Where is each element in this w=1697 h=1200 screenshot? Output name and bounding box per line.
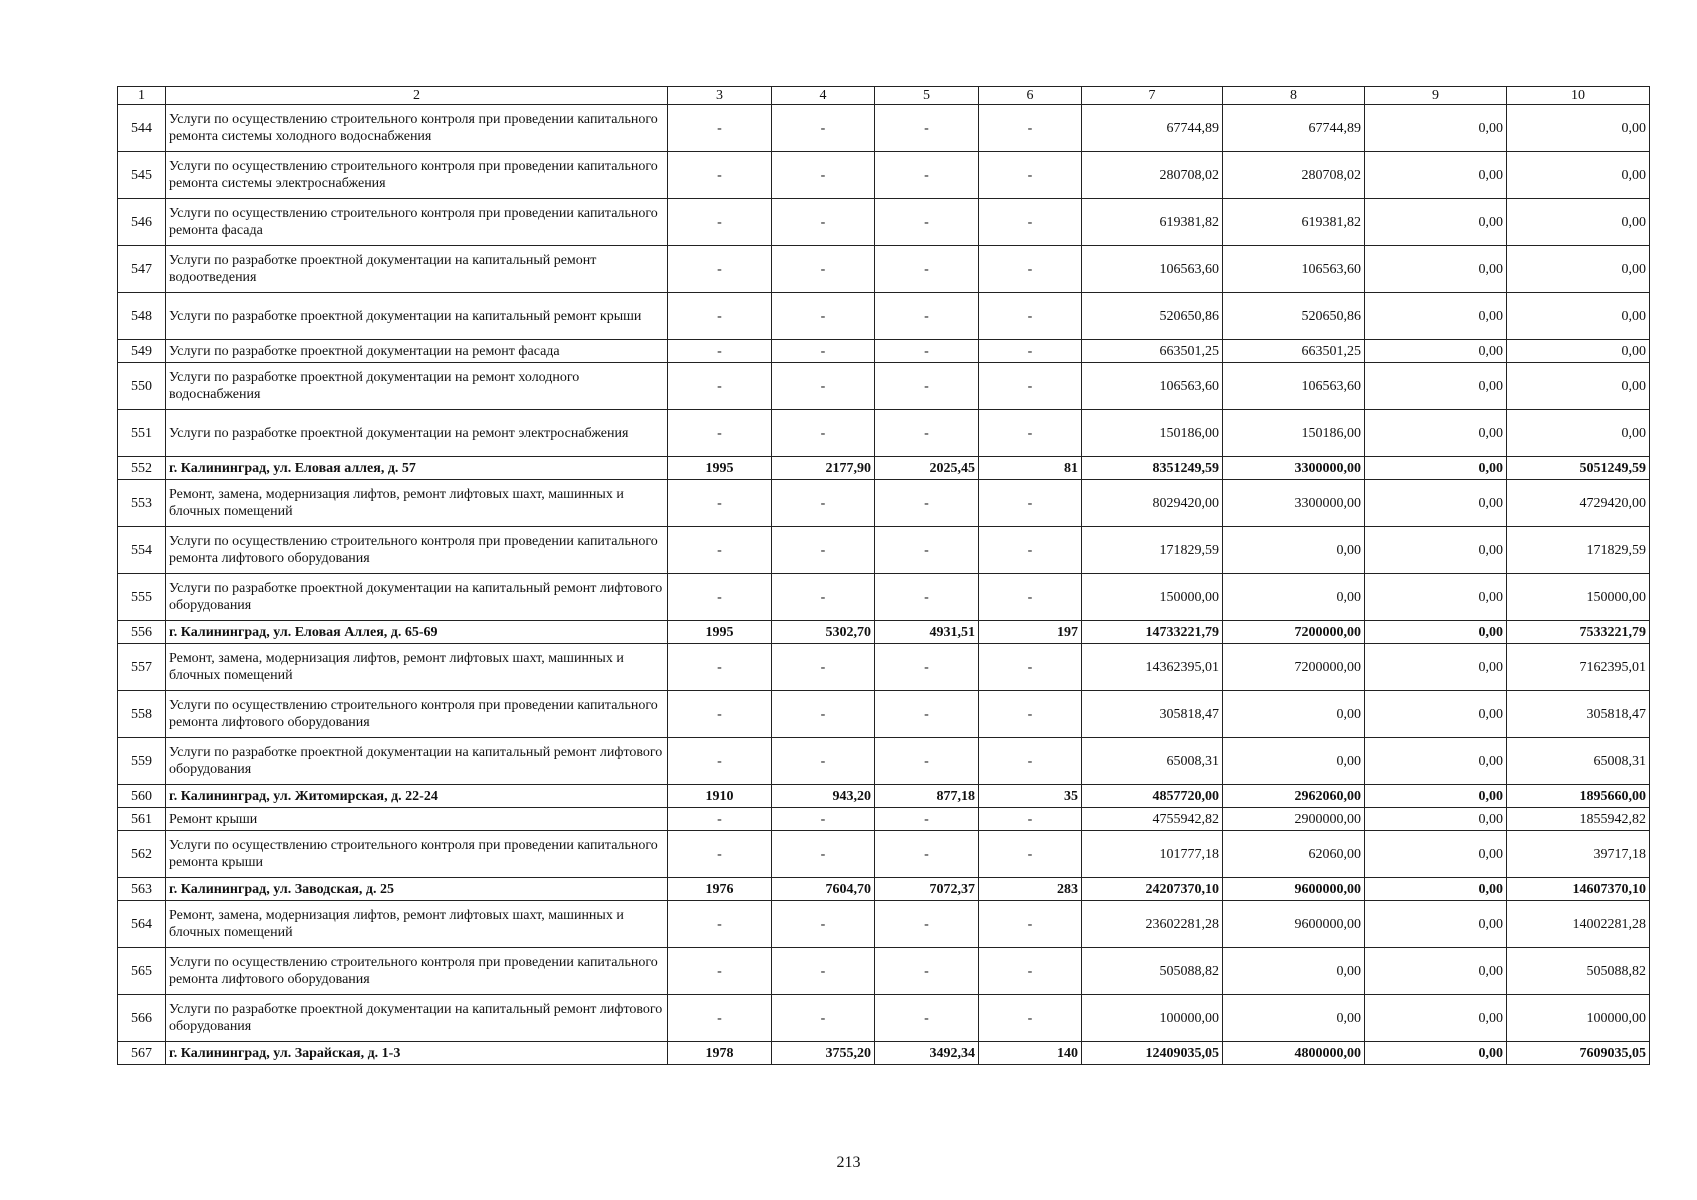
table-row bbox=[118, 808, 1650, 831]
cell-c8: 520650,86 bbox=[1223, 293, 1365, 340]
cell-c7: 8351249,59 bbox=[1082, 457, 1223, 480]
cell-c10: 14607370,10 bbox=[1507, 878, 1650, 901]
cell-c10: 5051249,59 bbox=[1507, 457, 1650, 480]
cell-c5: 2025,45 bbox=[875, 457, 979, 480]
service-name: Услуги по разработке проектной документации на капитальный ремонт крыши bbox=[166, 293, 668, 340]
cell-c3: - bbox=[668, 948, 772, 995]
address-row bbox=[118, 1042, 1650, 1065]
cell-c10: 150000,00 bbox=[1507, 574, 1650, 621]
row-number: 545 bbox=[118, 152, 166, 199]
cell-c5: - bbox=[875, 644, 979, 691]
cell-c10: 7162395,01 bbox=[1507, 644, 1650, 691]
cell-c5: - bbox=[875, 199, 979, 246]
cell-c6: 197 bbox=[979, 621, 1082, 644]
cell-c9: 0,00 bbox=[1365, 480, 1507, 527]
cell-c3: - bbox=[668, 199, 772, 246]
cell-c9: 0,00 bbox=[1365, 527, 1507, 574]
cell-c5: - bbox=[875, 808, 979, 831]
cell-c5: - bbox=[875, 152, 979, 199]
address-name: г. Калининград, ул. Еловая Аллея, д. 65-69 bbox=[166, 621, 668, 644]
table-row bbox=[118, 738, 1650, 785]
cell-c10: 14002281,28 bbox=[1507, 901, 1650, 948]
service-name: Услуги по разработке проектной документации на капитальный ремонт водоотведения bbox=[166, 246, 668, 293]
cell-c5: - bbox=[875, 246, 979, 293]
cell-c8: 0,00 bbox=[1223, 574, 1365, 621]
cell-c6: - bbox=[979, 644, 1082, 691]
cell-c10: 0,00 bbox=[1507, 293, 1650, 340]
cell-c10: 0,00 bbox=[1507, 410, 1650, 457]
cell-c10: 0,00 bbox=[1507, 199, 1650, 246]
cell-c9: 0,00 bbox=[1365, 457, 1507, 480]
table-row bbox=[118, 831, 1650, 878]
cell-c9: 0,00 bbox=[1365, 738, 1507, 785]
service-name: Ремонт, замена, модернизация лифтов, ремонт лифтовых шахт, машинных и блочных помещений bbox=[166, 901, 668, 948]
cell-c4: - bbox=[772, 340, 875, 363]
cell-c10: 171829,59 bbox=[1507, 527, 1650, 574]
cell-c4: - bbox=[772, 527, 875, 574]
cell-c10: 1895660,00 bbox=[1507, 785, 1650, 808]
service-name: Услуги по осуществлению строительного контроля при проведении капитального ремонта системы холодного водоснабжения bbox=[166, 105, 668, 152]
cell-c8: 7200000,00 bbox=[1223, 644, 1365, 691]
cell-c3: 1976 bbox=[668, 878, 772, 901]
cell-c3: - bbox=[668, 574, 772, 621]
cell-c3: 1995 bbox=[668, 621, 772, 644]
cell-c5: - bbox=[875, 901, 979, 948]
cell-c3: - bbox=[668, 831, 772, 878]
cell-c9: 0,00 bbox=[1365, 644, 1507, 691]
address-row bbox=[118, 785, 1650, 808]
table-row bbox=[118, 199, 1650, 246]
cell-c3: - bbox=[668, 246, 772, 293]
column-header: 5 bbox=[875, 87, 979, 105]
cell-c4: 943,20 bbox=[772, 785, 875, 808]
address-row bbox=[118, 457, 1650, 480]
cell-c5: 7072,37 bbox=[875, 878, 979, 901]
cell-c5: - bbox=[875, 691, 979, 738]
row-number: 551 bbox=[118, 410, 166, 457]
address-row bbox=[118, 621, 1650, 644]
cell-c4: - bbox=[772, 105, 875, 152]
row-number: 560 bbox=[118, 785, 166, 808]
row-number: 567 bbox=[118, 1042, 166, 1065]
cell-c5: - bbox=[875, 738, 979, 785]
cell-c3: 1978 bbox=[668, 1042, 772, 1065]
table-row bbox=[118, 363, 1650, 410]
table-row bbox=[118, 995, 1650, 1042]
table-row bbox=[118, 644, 1650, 691]
cell-c7: 150000,00 bbox=[1082, 574, 1223, 621]
cell-c10: 1855942,82 bbox=[1507, 808, 1650, 831]
cell-c9: 0,00 bbox=[1365, 621, 1507, 644]
address-row bbox=[118, 878, 1650, 901]
cell-c6: - bbox=[979, 831, 1082, 878]
cell-c7: 106563,60 bbox=[1082, 246, 1223, 293]
cell-c3: - bbox=[668, 644, 772, 691]
column-header: 9 bbox=[1365, 87, 1507, 105]
row-number: 544 bbox=[118, 105, 166, 152]
service-name: Ремонт крыши bbox=[166, 808, 668, 831]
service-name: Услуги по разработке проектной документации на капитальный ремонт лифтового оборудования bbox=[166, 738, 668, 785]
cell-c4: - bbox=[772, 691, 875, 738]
row-number: 564 bbox=[118, 901, 166, 948]
cell-c7: 663501,25 bbox=[1082, 340, 1223, 363]
cell-c10: 4729420,00 bbox=[1507, 480, 1650, 527]
cell-c10: 0,00 bbox=[1507, 340, 1650, 363]
row-number: 552 bbox=[118, 457, 166, 480]
table-row bbox=[118, 293, 1650, 340]
cell-c6: - bbox=[979, 293, 1082, 340]
cell-c4: - bbox=[772, 363, 875, 410]
cell-c7: 150186,00 bbox=[1082, 410, 1223, 457]
row-number: 559 bbox=[118, 738, 166, 785]
cell-c4: - bbox=[772, 948, 875, 995]
cell-c7: 100000,00 bbox=[1082, 995, 1223, 1042]
service-name: Ремонт, замена, модернизация лифтов, ремонт лифтовых шахт, машинных и блочных помещений bbox=[166, 480, 668, 527]
table-row bbox=[118, 246, 1650, 293]
cell-c6: - bbox=[979, 901, 1082, 948]
cell-c10: 7533221,79 bbox=[1507, 621, 1650, 644]
service-name: Услуги по осуществлению строительного контроля при проведении капитального ремонта лифтового оборудования bbox=[166, 691, 668, 738]
cell-c3: - bbox=[668, 410, 772, 457]
cell-c8: 3300000,00 bbox=[1223, 480, 1365, 527]
service-name: Услуги по осуществлению строительного контроля при проведении капитального ремонта лифтового оборудования bbox=[166, 948, 668, 995]
cell-c9: 0,00 bbox=[1365, 1042, 1507, 1065]
cell-c5: - bbox=[875, 105, 979, 152]
cell-c6: - bbox=[979, 527, 1082, 574]
cell-c4: - bbox=[772, 246, 875, 293]
cell-c7: 4755942,82 bbox=[1082, 808, 1223, 831]
cell-c4: - bbox=[772, 644, 875, 691]
row-number: 546 bbox=[118, 199, 166, 246]
cell-c5: 3492,34 bbox=[875, 1042, 979, 1065]
cell-c8: 7200000,00 bbox=[1223, 621, 1365, 644]
row-number: 549 bbox=[118, 340, 166, 363]
table-row bbox=[118, 574, 1650, 621]
cell-c5: - bbox=[875, 480, 979, 527]
cell-c9: 0,00 bbox=[1365, 363, 1507, 410]
cell-c6: - bbox=[979, 105, 1082, 152]
row-number: 566 bbox=[118, 995, 166, 1042]
column-header: 10 bbox=[1507, 87, 1650, 105]
cell-c7: 23602281,28 bbox=[1082, 901, 1223, 948]
cell-c6: - bbox=[979, 410, 1082, 457]
cell-c7: 8029420,00 bbox=[1082, 480, 1223, 527]
cell-c8: 106563,60 bbox=[1223, 363, 1365, 410]
cell-c3: - bbox=[668, 340, 772, 363]
cell-c9: 0,00 bbox=[1365, 574, 1507, 621]
cell-c10: 505088,82 bbox=[1507, 948, 1650, 995]
cell-c5: - bbox=[875, 340, 979, 363]
cell-c4: - bbox=[772, 410, 875, 457]
row-number: 555 bbox=[118, 574, 166, 621]
cell-c6: - bbox=[979, 948, 1082, 995]
cell-c9: 0,00 bbox=[1365, 901, 1507, 948]
cell-c3: - bbox=[668, 293, 772, 340]
cell-c3: - bbox=[668, 527, 772, 574]
cell-c6: - bbox=[979, 691, 1082, 738]
cell-c9: 0,00 bbox=[1365, 246, 1507, 293]
service-name: Услуги по осуществлению строительного контроля при проведении капитального ремонта системы электроснабжения bbox=[166, 152, 668, 199]
cell-c4: - bbox=[772, 574, 875, 621]
cell-c4: - bbox=[772, 901, 875, 948]
cell-c10: 100000,00 bbox=[1507, 995, 1650, 1042]
table-row bbox=[118, 152, 1650, 199]
cell-c8: 280708,02 bbox=[1223, 152, 1365, 199]
address-name: г. Калининград, ул. Заводская, д. 25 bbox=[166, 878, 668, 901]
table-row bbox=[118, 410, 1650, 457]
service-name: Услуги по осуществлению строительного контроля при проведении капитального ремонта фасада bbox=[166, 199, 668, 246]
cell-c4: - bbox=[772, 199, 875, 246]
cell-c9: 0,00 bbox=[1365, 878, 1507, 901]
cell-c5: - bbox=[875, 527, 979, 574]
cell-c7: 14362395,01 bbox=[1082, 644, 1223, 691]
row-number: 565 bbox=[118, 948, 166, 995]
column-header: 1 bbox=[118, 87, 166, 105]
service-name: Услуги по разработке проектной документации на ремонт холодного водоснабжения bbox=[166, 363, 668, 410]
table-row bbox=[118, 105, 1650, 152]
cell-c4: - bbox=[772, 293, 875, 340]
cell-c3: - bbox=[668, 901, 772, 948]
cell-c7: 520650,86 bbox=[1082, 293, 1223, 340]
cell-c7: 4857720,00 bbox=[1082, 785, 1223, 808]
cell-c10: 65008,31 bbox=[1507, 738, 1650, 785]
cell-c9: 0,00 bbox=[1365, 808, 1507, 831]
service-name: Ремонт, замена, модернизация лифтов, ремонт лифтовых шахт, машинных и блочных помещений bbox=[166, 644, 668, 691]
address-name: г. Калининград, ул. Житомирская, д. 22-24 bbox=[166, 785, 668, 808]
cell-c10: 0,00 bbox=[1507, 246, 1650, 293]
cell-c8: 9600000,00 bbox=[1223, 901, 1365, 948]
cell-c10: 39717,18 bbox=[1507, 831, 1650, 878]
cell-c6: - bbox=[979, 995, 1082, 1042]
cell-c9: 0,00 bbox=[1365, 995, 1507, 1042]
column-header: 6 bbox=[979, 87, 1082, 105]
cell-c7: 280708,02 bbox=[1082, 152, 1223, 199]
cell-c6: - bbox=[979, 808, 1082, 831]
cell-c5: - bbox=[875, 995, 979, 1042]
cell-c7: 14733221,79 bbox=[1082, 621, 1223, 644]
cell-c8: 0,00 bbox=[1223, 948, 1365, 995]
cell-c6: 81 bbox=[979, 457, 1082, 480]
cell-c9: 0,00 bbox=[1365, 785, 1507, 808]
cell-c6: - bbox=[979, 152, 1082, 199]
cell-c4: - bbox=[772, 480, 875, 527]
service-name: Услуги по разработке проектной документации на капитальный ремонт лифтового оборудования bbox=[166, 574, 668, 621]
cell-c8: 3300000,00 bbox=[1223, 457, 1365, 480]
cell-c7: 67744,89 bbox=[1082, 105, 1223, 152]
cell-c8: 2900000,00 bbox=[1223, 808, 1365, 831]
cell-c5: 877,18 bbox=[875, 785, 979, 808]
cell-c9: 0,00 bbox=[1365, 105, 1507, 152]
cell-c3: - bbox=[668, 691, 772, 738]
cell-c6: - bbox=[979, 738, 1082, 785]
table-row bbox=[118, 691, 1650, 738]
capital-repair-table bbox=[117, 86, 1650, 1065]
cell-c4: 2177,90 bbox=[772, 457, 875, 480]
cell-c6: - bbox=[979, 574, 1082, 621]
cell-c4: - bbox=[772, 738, 875, 785]
cell-c8: 9600000,00 bbox=[1223, 878, 1365, 901]
cell-c8: 0,00 bbox=[1223, 691, 1365, 738]
cell-c9: 0,00 bbox=[1365, 948, 1507, 995]
address-name: г. Калининград, ул. Зарайская, д. 1-3 bbox=[166, 1042, 668, 1065]
cell-c5: - bbox=[875, 831, 979, 878]
service-name: Услуги по разработке проектной документации на ремонт фасада bbox=[166, 340, 668, 363]
cell-c5: 4931,51 bbox=[875, 621, 979, 644]
cell-c10: 0,00 bbox=[1507, 105, 1650, 152]
table-row bbox=[118, 340, 1650, 363]
cell-c4: 5302,70 bbox=[772, 621, 875, 644]
cell-c8: 663501,25 bbox=[1223, 340, 1365, 363]
cell-c9: 0,00 bbox=[1365, 340, 1507, 363]
cell-c5: - bbox=[875, 293, 979, 340]
cell-c6: - bbox=[979, 246, 1082, 293]
cell-c7: 171829,59 bbox=[1082, 527, 1223, 574]
cell-c10: 0,00 bbox=[1507, 152, 1650, 199]
cell-c10: 0,00 bbox=[1507, 363, 1650, 410]
cell-c8: 0,00 bbox=[1223, 738, 1365, 785]
cell-c7: 65008,31 bbox=[1082, 738, 1223, 785]
column-header: 3 bbox=[668, 87, 772, 105]
cell-c6: - bbox=[979, 480, 1082, 527]
cell-c4: - bbox=[772, 808, 875, 831]
cell-c3: - bbox=[668, 480, 772, 527]
cell-c5: - bbox=[875, 948, 979, 995]
cell-c8: 2962060,00 bbox=[1223, 785, 1365, 808]
cell-c3: - bbox=[668, 363, 772, 410]
cell-c7: 24207370,10 bbox=[1082, 878, 1223, 901]
cell-c9: 0,00 bbox=[1365, 691, 1507, 738]
cell-c4: - bbox=[772, 831, 875, 878]
cell-c4: 3755,20 bbox=[772, 1042, 875, 1065]
cell-c6: - bbox=[979, 199, 1082, 246]
row-number: 558 bbox=[118, 691, 166, 738]
cell-c6: - bbox=[979, 363, 1082, 410]
cell-c3: 1910 bbox=[668, 785, 772, 808]
cell-c7: 619381,82 bbox=[1082, 199, 1223, 246]
column-header: 4 bbox=[772, 87, 875, 105]
cell-c7: 12409035,05 bbox=[1082, 1042, 1223, 1065]
cell-c3: - bbox=[668, 995, 772, 1042]
row-number: 557 bbox=[118, 644, 166, 691]
service-name: Услуги по разработке проектной документации на капитальный ремонт лифтового оборудования bbox=[166, 995, 668, 1042]
cell-c4: - bbox=[772, 995, 875, 1042]
cell-c8: 106563,60 bbox=[1223, 246, 1365, 293]
cell-c4: 7604,70 bbox=[772, 878, 875, 901]
row-number: 556 bbox=[118, 621, 166, 644]
row-number: 547 bbox=[118, 246, 166, 293]
cell-c7: 505088,82 bbox=[1082, 948, 1223, 995]
service-name: Услуги по осуществлению строительного контроля при проведении капитального ремонта крыши bbox=[166, 831, 668, 878]
cell-c7: 101777,18 bbox=[1082, 831, 1223, 878]
cell-c9: 0,00 bbox=[1365, 152, 1507, 199]
cell-c3: - bbox=[668, 738, 772, 785]
row-number: 561 bbox=[118, 808, 166, 831]
column-header: 8 bbox=[1223, 87, 1365, 105]
cell-c8: 0,00 bbox=[1223, 995, 1365, 1042]
row-number: 554 bbox=[118, 527, 166, 574]
cell-c5: - bbox=[875, 574, 979, 621]
page-number: 213 bbox=[836, 1154, 861, 1171]
cell-c6: 35 bbox=[979, 785, 1082, 808]
row-number: 550 bbox=[118, 363, 166, 410]
cell-c7: 106563,60 bbox=[1082, 363, 1223, 410]
service-name: Услуги по осуществлению строительного контроля при проведении капитального ремонта лифтового оборудования bbox=[166, 527, 668, 574]
table-row bbox=[118, 527, 1650, 574]
column-header: 7 bbox=[1082, 87, 1223, 105]
cell-c9: 0,00 bbox=[1365, 410, 1507, 457]
table-row bbox=[118, 901, 1650, 948]
cell-c8: 4800000,00 bbox=[1223, 1042, 1365, 1065]
cell-c10: 7609035,05 bbox=[1507, 1042, 1650, 1065]
cell-c9: 0,00 bbox=[1365, 199, 1507, 246]
cell-c6: 283 bbox=[979, 878, 1082, 901]
table-row bbox=[118, 948, 1650, 995]
cell-c5: - bbox=[875, 410, 979, 457]
cell-c8: 0,00 bbox=[1223, 527, 1365, 574]
cell-c7: 305818,47 bbox=[1082, 691, 1223, 738]
row-number: 553 bbox=[118, 480, 166, 527]
cell-c10: 305818,47 bbox=[1507, 691, 1650, 738]
cell-c4: - bbox=[772, 152, 875, 199]
cell-c8: 150186,00 bbox=[1223, 410, 1365, 457]
cell-c8: 62060,00 bbox=[1223, 831, 1365, 878]
cell-c9: 0,00 bbox=[1365, 831, 1507, 878]
cell-c3: - bbox=[668, 152, 772, 199]
cell-c8: 619381,82 bbox=[1223, 199, 1365, 246]
cell-c8: 67744,89 bbox=[1223, 105, 1365, 152]
row-number: 548 bbox=[118, 293, 166, 340]
cell-c3: 1995 bbox=[668, 457, 772, 480]
cell-c5: - bbox=[875, 363, 979, 410]
row-number: 562 bbox=[118, 831, 166, 878]
cell-c3: - bbox=[668, 808, 772, 831]
address-name: г. Калининград, ул. Еловая аллея, д. 57 bbox=[166, 457, 668, 480]
row-number: 563 bbox=[118, 878, 166, 901]
cell-c6: - bbox=[979, 340, 1082, 363]
column-number-header-row bbox=[118, 87, 1650, 105]
service-name: Услуги по разработке проектной документации на ремонт электроснабжения bbox=[166, 410, 668, 457]
column-header: 2 bbox=[166, 87, 668, 105]
cell-c9: 0,00 bbox=[1365, 293, 1507, 340]
cell-c3: - bbox=[668, 105, 772, 152]
cell-c6: 140 bbox=[979, 1042, 1082, 1065]
table-row bbox=[118, 480, 1650, 527]
